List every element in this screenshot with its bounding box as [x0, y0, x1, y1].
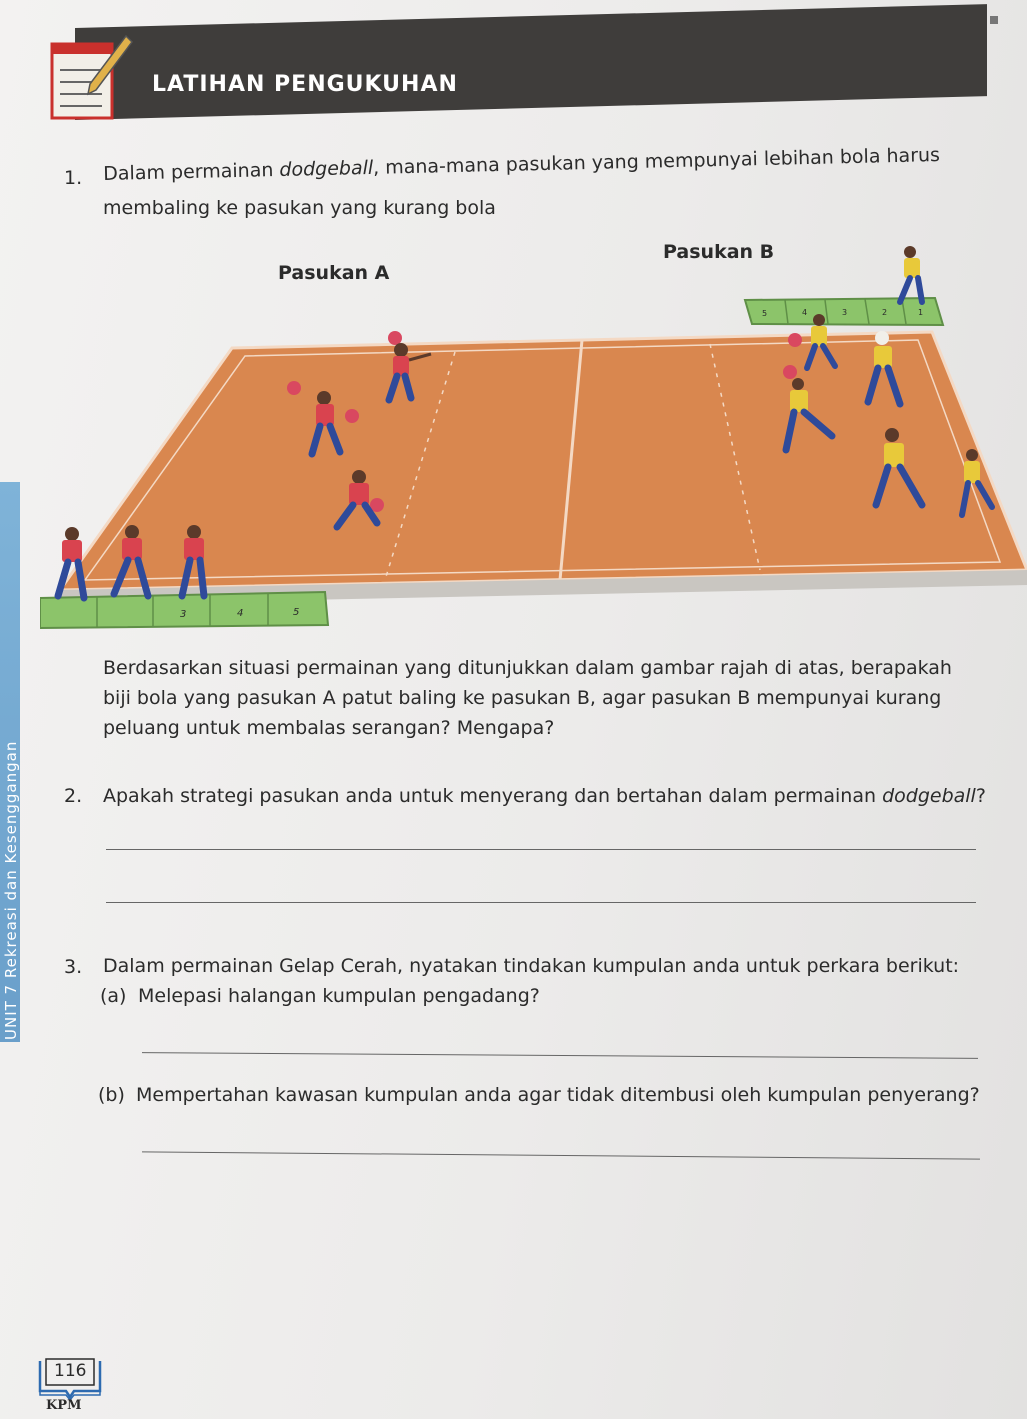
q3b-label: (b)	[98, 1084, 125, 1106]
court-floor	[60, 332, 1027, 590]
svg-text:3: 3	[842, 308, 848, 317]
q2-question-start: Apakah strategi pasukan anda untuk menyerang dan bertahan dalam permainan	[103, 785, 883, 807]
q1-line1-end: , mana-mana pasukan yang mempunyai lebihan bola harus	[372, 144, 941, 179]
q2-answer-line-2[interactable]	[106, 902, 976, 903]
q3a-label: (a)	[100, 985, 127, 1007]
q3a-question: Melepasi halangan kumpulan pengadang?	[138, 985, 540, 1007]
corner-mark	[990, 16, 998, 24]
svg-text:2: 2	[882, 308, 888, 317]
q2-number: 2.	[64, 785, 83, 807]
q1-paragraph-line1: Berdasarkan situasi permainan yang ditunjukkan dalam gambar rajah di atas, berapakah	[103, 657, 952, 679]
q1-line1-start: Dalam permainan	[103, 159, 280, 185]
dodgeball-court-illustration	[40, 240, 1027, 635]
notebook-pencil-icon	[44, 32, 134, 124]
svg-text:1: 1	[918, 308, 924, 317]
q2-question-emphasis: dodgeball	[882, 785, 976, 807]
page-number: 116	[54, 1361, 87, 1381]
publisher-logo: KPM	[46, 1398, 82, 1413]
svg-text:5: 5	[293, 607, 300, 618]
team-a-label: Pasukan A	[278, 262, 390, 284]
q2-question	[103, 784, 986, 808]
svg-text:4: 4	[802, 308, 808, 317]
q1-line2: membaling ke pasukan yang kurang bola	[103, 197, 496, 219]
svg-text:3: 3	[180, 609, 187, 620]
team-b-label: Pasukan B	[663, 241, 775, 263]
q1-paragraph-line2: biji bola yang pasukan A patut baling ke pasukan B, agar pasukan B mempunyai kurang	[103, 687, 942, 709]
q2-answer-line-1[interactable]	[106, 849, 976, 850]
unit-side-label: UNIT 7 Rekreasi dan Kesenggangan	[2, 740, 20, 1040]
q3-number: 3.	[64, 956, 83, 978]
q1-line1-emphasis: dodgeball	[279, 156, 374, 181]
q2-question-end: ?	[975, 785, 986, 807]
q3-question: Dalam permainan Gelap Cerah, nyatakan tindakan kumpulan anda untuk perkara berikut:	[103, 955, 960, 977]
q1-number: 1.	[64, 167, 83, 189]
svg-text:4: 4	[237, 608, 244, 619]
q1-paragraph-line3: peluang untuk membalas serangan? Mengapa?	[103, 717, 555, 739]
svg-text:5: 5	[762, 309, 768, 318]
header-title: LATIHAN PENGUKUHAN	[152, 72, 458, 97]
q3b-question: Mempertahan kawasan kumpulan anda agar tidak ditembusi oleh kumpulan penyerang?	[136, 1084, 980, 1106]
